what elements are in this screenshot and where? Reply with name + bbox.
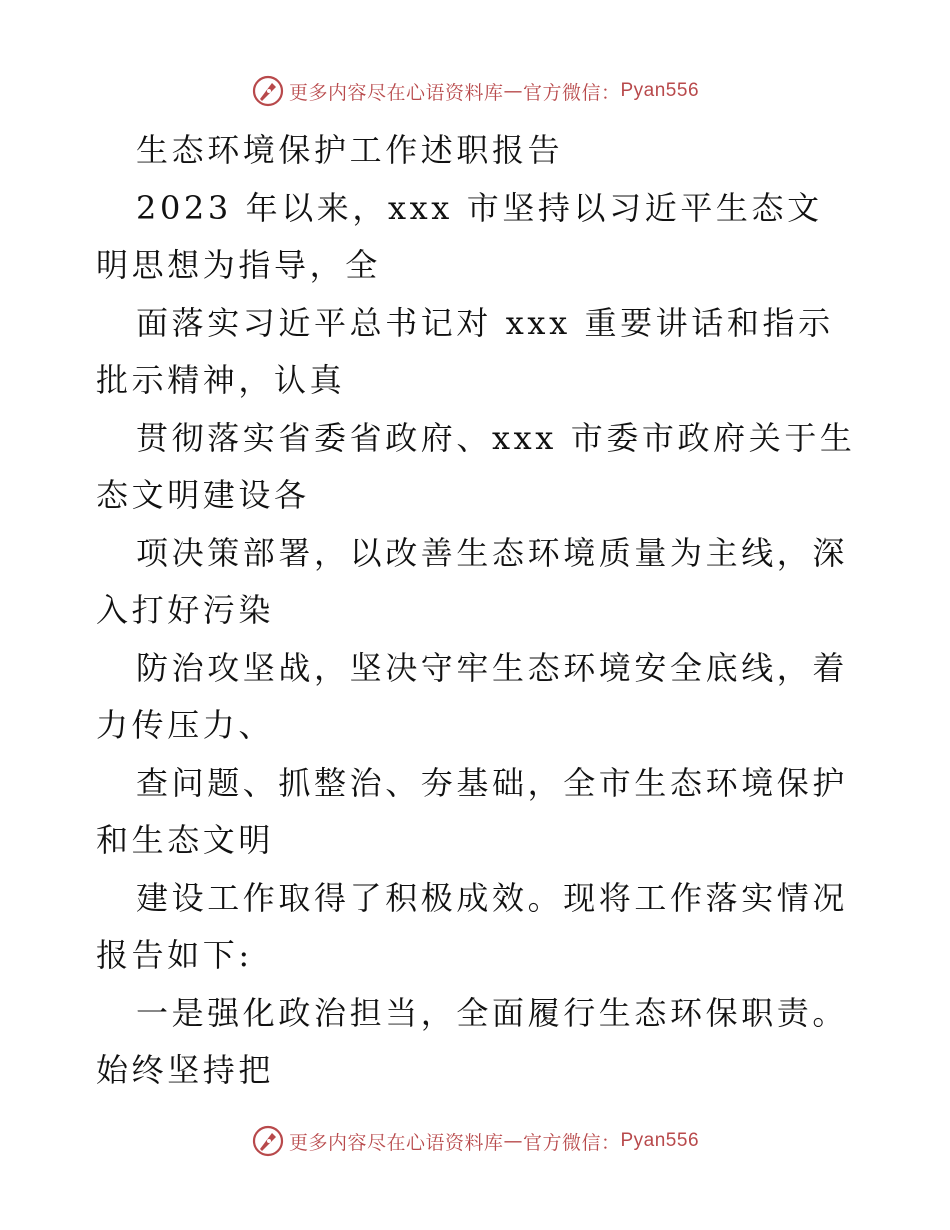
- document-body: [96, 122, 856, 1100]
- document-title: 生态环境保护工作述职报告: [136, 131, 564, 169]
- watermark-wechat-label: 官方微信：: [522, 81, 621, 104]
- watermark-separator: —: [503, 1130, 523, 1152]
- watermark-wechat-id: Pyan556: [620, 1130, 700, 1151]
- paragraph-5: 防治攻坚战，坚决守牢生态环境安全底线，着力传压力、: [96, 648, 849, 744]
- pen-nib-circle-icon: [251, 1124, 285, 1158]
- paragraph-3: 贯彻落实省委省政府、xxx 市委市政府关于生态文明建设各: [96, 418, 856, 514]
- paragraph-4: 项决策部署，以改善生态环境质量为主线，深入打好污染: [96, 533, 849, 629]
- pen-nib-circle-icon: [251, 74, 285, 108]
- watermark-wechat-id: Pyan556: [620, 80, 700, 101]
- watermark-wechat-label: 官方微信：: [522, 1131, 621, 1154]
- paragraph-2: 面落实习近平总书记对 xxx 重要讲话和指示批示精神，认真: [96, 303, 834, 399]
- footer-watermark: [0, 1124, 950, 1158]
- paragraph-8: 一是强化政治担当，全面履行生态环保职责。始终坚持把: [96, 993, 849, 1089]
- paragraph-1: 2023 年以来，xxx 市坚持以习近平生态文明思想为指导，全: [96, 188, 823, 284]
- header-watermark: [0, 74, 950, 108]
- watermark-separator: —: [503, 80, 523, 102]
- watermark-site-text: 更多内容尽在心语资料库: [288, 81, 504, 104]
- watermark-site-text: 更多内容尽在心语资料库: [288, 1131, 504, 1154]
- paragraph-7: 建设工作取得了积极成效。现将工作落实情况报告如下:: [96, 878, 849, 974]
- paragraph-6: 查问题、抓整治、夯基础，全市生态环境保护和生态文明: [96, 763, 849, 859]
